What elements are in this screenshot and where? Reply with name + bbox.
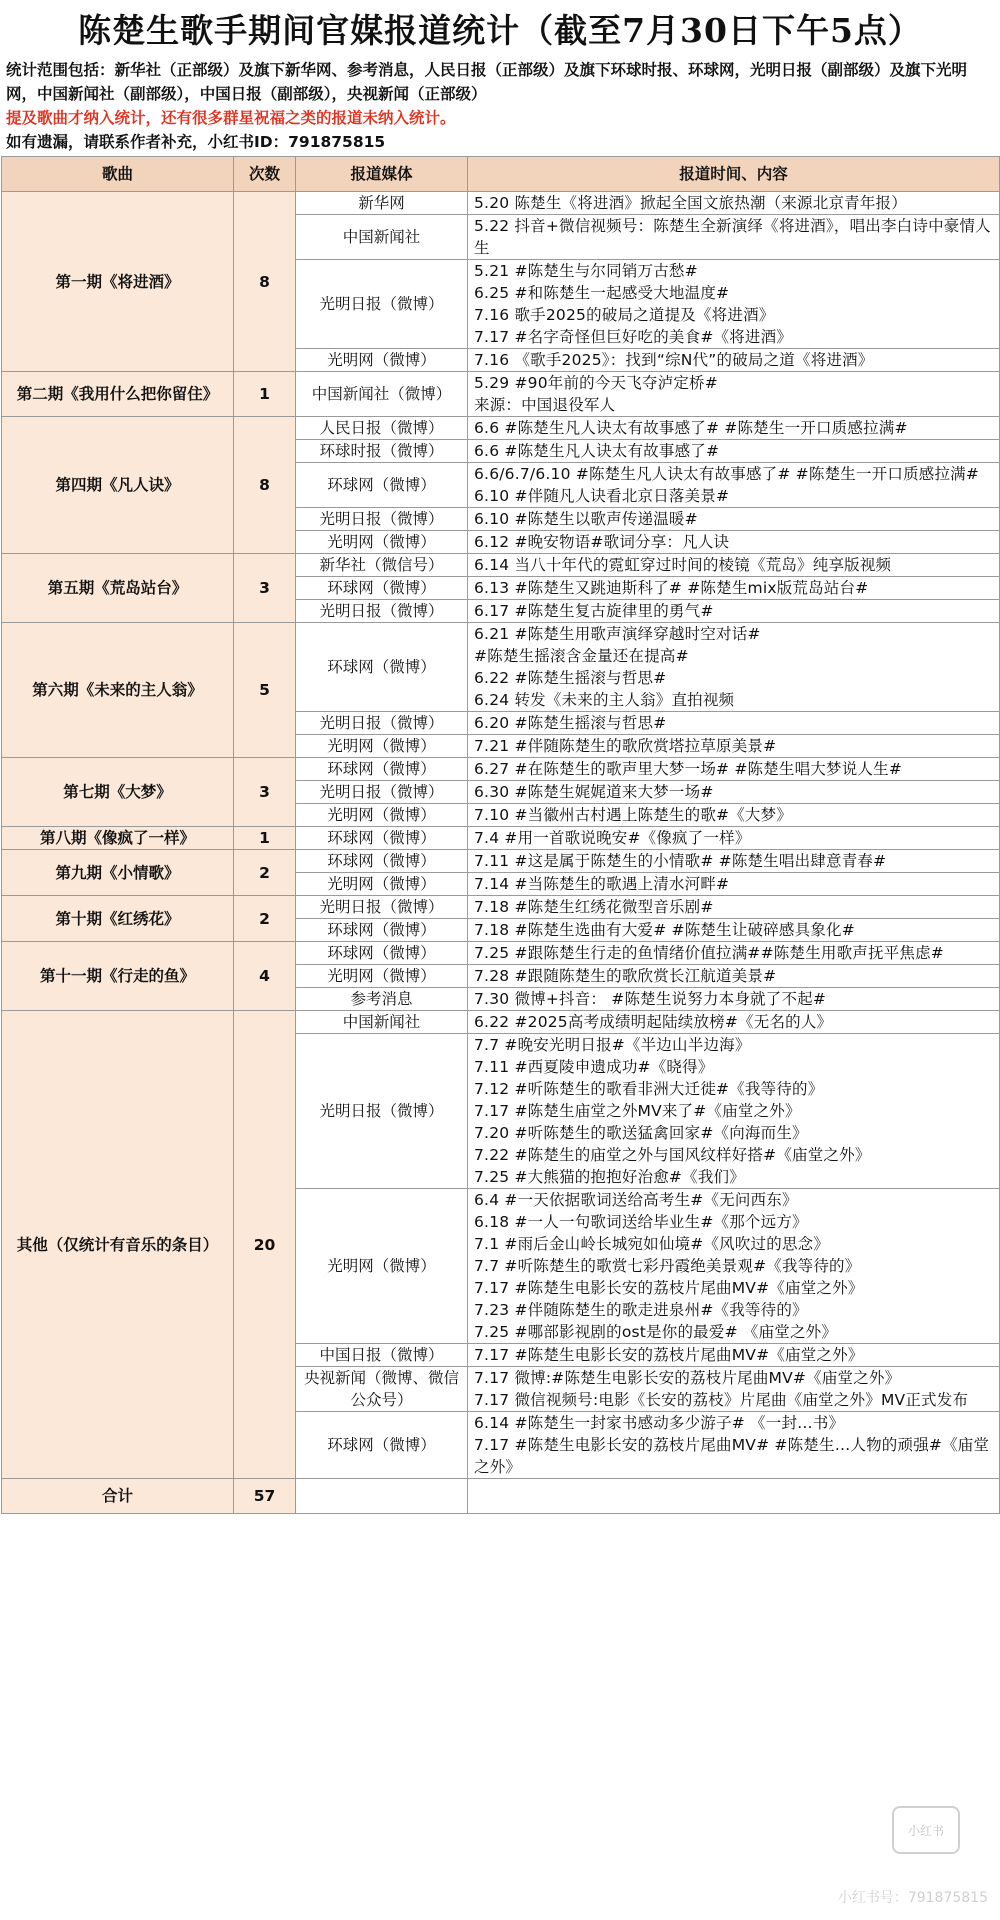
- media-cell: 光明网（微博）: [296, 531, 468, 554]
- media-cell: 参考消息: [296, 988, 468, 1011]
- count-cell: 1: [234, 827, 296, 850]
- content-cell: 6.10 #陈楚生以歌声传递温暖#: [468, 508, 1000, 531]
- content-cell: 6.12 #晚安物语#歌词分享：凡人诀: [468, 531, 1000, 554]
- content-cell: 5.20 陈楚生《将进酒》掀起全国文旅热潮（来源北京青年报）: [468, 192, 1000, 215]
- media-cell: 光明日报（微博）: [296, 600, 468, 623]
- content-cell: 6.13 #陈楚生又跳迪斯科了# #陈楚生mix版荒岛站台#: [468, 577, 1000, 600]
- table-row: [2, 827, 1000, 850]
- media-cell: 光明日报（微博）: [296, 508, 468, 531]
- content-cell: 6.21 #陈楚生用歌声演绎穿越时空对话# #陈楚生摇滚含金量还在提高# 6.22 #陈楚生摇滚与哲思# 6.24 转发《未来的主人翁》直拍视频: [468, 623, 1000, 712]
- media-cell: 中国新闻社（微博）: [296, 372, 468, 417]
- total-label: 合计: [2, 1479, 234, 1514]
- table-row: [2, 372, 1000, 417]
- count-cell: 3: [234, 554, 296, 623]
- media-cell: 光明网（微博）: [296, 965, 468, 988]
- song-cell: 第九期《小情歌》: [2, 850, 234, 896]
- watermark-text: 小红书号：791875815: [837, 1890, 988, 1906]
- content-cell: 6.6/6.7/6.10 #陈楚生凡人诀太有故事感了# #陈楚生一开口质感拉满# 6.10 #伴随凡人诀看北京日落美景#: [468, 463, 1000, 508]
- table-header-row: [2, 157, 1000, 192]
- media-cell: 光明日报（微博）: [296, 712, 468, 735]
- content-cell: 7.7 #晚安光明日报#《半边山半边海》 7.11 #西夏陵申遗成功#《晓得》 7.12 #听陈楚生的歌看非洲大迁徙#《我等待的》 7.17 #陈楚生庙堂之外MV来了#《庙堂之外》 7.20 #听陈楚生的歌送猛禽回家#《向海而生》 7.22 #陈楚生的庙堂之外与国风纹样好搭#《庙堂之外》 7.25 #大熊猫的抱抱好治愈#《我们》: [468, 1034, 1000, 1189]
- contact-note: 如有遗漏，请联系作者补充，小红书ID：791875815: [6, 133, 386, 151]
- media-cell: 光明日报（微博）: [296, 1034, 468, 1189]
- table-row: [2, 417, 1000, 440]
- media-cell: 环球网（微博）: [296, 850, 468, 873]
- total-empty-media: [296, 1479, 468, 1514]
- table-row: [2, 850, 1000, 873]
- song-cell: 第十一期《行走的鱼》: [2, 942, 234, 1011]
- media-cell: 光明日报（微博）: [296, 781, 468, 804]
- table-row: [2, 554, 1000, 577]
- song-cell: 第八期《像疯了一样》: [2, 827, 234, 850]
- media-cell: 环球时报（微博）: [296, 440, 468, 463]
- song-cell: 第七期《大梦》: [2, 758, 234, 827]
- content-cell: 6.17 #陈楚生复古旋律里的勇气#: [468, 600, 1000, 623]
- content-cell: 6.4 #一天依据歌词送给高考生#《无问西东》 6.18 #一人一句歌词送给毕业生#《那个远方》 7.1 #雨后金山岭长城宛如仙境#《风吹过的思念》 7.7 #听陈楚生的歌赏七彩丹霞绝美景观#《我等待的》 7.17 #陈楚生电影长安的荔枝片尾曲MV#《庙堂之外》 7.23 #伴随陈楚生的歌走进泉州#《我等待的》 7.25 #哪部影视剧的ost是你的最爱# 《庙堂之外》: [468, 1189, 1000, 1344]
- content-cell: 7.16 《歌手2025》：找到“综N代”的破局之道《将进酒》: [468, 349, 1000, 372]
- media-cell: 环球网（微博）: [296, 942, 468, 965]
- table-body: [2, 192, 1000, 1479]
- media-cell: 光明网（微博）: [296, 873, 468, 896]
- media-cell: 中国新闻社: [296, 1011, 468, 1034]
- media-cell: 环球网（微博）: [296, 1412, 468, 1479]
- media-cell: 光明日报（微博）: [296, 260, 468, 349]
- header-song: 歌曲: [2, 157, 234, 192]
- content-cell: 6.6 #陈楚生凡人诀太有故事感了# #陈楚生一开口质感拉满#: [468, 417, 1000, 440]
- content-cell: 6.30 #陈楚生娓娓道来大梦一场#: [468, 781, 1000, 804]
- media-cell: 环球网（微博）: [296, 827, 468, 850]
- count-cell: 5: [234, 623, 296, 758]
- count-cell: 20: [234, 1011, 296, 1479]
- total-empty-content: [468, 1479, 1000, 1514]
- content-cell: 6.6 #陈楚生凡人诀太有故事感了#: [468, 440, 1000, 463]
- count-cell: 2: [234, 896, 296, 942]
- song-cell: 第四期《凡人诀》: [2, 417, 234, 554]
- song-cell: 第六期《未来的主人翁》: [2, 623, 234, 758]
- total-count: 57: [234, 1479, 296, 1514]
- header-count: 次数: [234, 157, 296, 192]
- xiaohongshu-logo-icon: 小红书: [892, 1806, 960, 1854]
- media-cell: 新华社（微信号）: [296, 554, 468, 577]
- table-row: [2, 1011, 1000, 1034]
- content-cell: 7.25 #跟陈楚生行走的鱼情绪价值拉满##陈楚生用歌声抚平焦虑#: [468, 942, 1000, 965]
- song-cell: 第二期《我用什么把你留住》: [2, 372, 234, 417]
- content-cell: 7.17 微博:#陈楚生电影长安的荔枝片尾曲MV#《庙堂之外》 7.17 微信视频号:电影《长安的荔枝》片尾曲《庙堂之外》MV正式发布: [468, 1367, 1000, 1412]
- content-cell: 6.20 #陈楚生摇滚与哲思#: [468, 712, 1000, 735]
- content-cell: 7.28 #跟随陈楚生的歌欣赏长江航道美景#: [468, 965, 1000, 988]
- song-cell: 第十期《红绣花》: [2, 896, 234, 942]
- media-cell: 新华网: [296, 192, 468, 215]
- table-row: [2, 942, 1000, 965]
- song-cell: 第一期《将进酒》: [2, 192, 234, 372]
- media-cell: 环球网（微博）: [296, 919, 468, 942]
- header-media: 报道媒体: [296, 157, 468, 192]
- media-cell: 光明网（微博）: [296, 735, 468, 758]
- media-cell: 环球网（微博）: [296, 623, 468, 712]
- content-cell: 6.27 #在陈楚生的歌声里大梦一场# #陈楚生唱大梦说人生#: [468, 758, 1000, 781]
- media-cell: 人民日报（微博）: [296, 417, 468, 440]
- media-cell: 央视新闻（微博、微信公众号）: [296, 1367, 468, 1412]
- content-cell: 7.4 #用一首歌说晚安#《像疯了一样》: [468, 827, 1000, 850]
- table-row: [2, 896, 1000, 919]
- count-cell: 3: [234, 758, 296, 827]
- song-cell: 其他（仅统计有音乐的条目）: [2, 1011, 234, 1479]
- content-cell: 7.21 #伴随陈楚生的歌欣赏塔拉草原美景#: [468, 735, 1000, 758]
- media-cell: 环球网（微博）: [296, 463, 468, 508]
- content-cell: 7.30 微博+抖音： #陈楚生说努力本身就了不起#: [468, 988, 1000, 1011]
- media-cell: 环球网（微博）: [296, 758, 468, 781]
- content-cell: 6.14 当八十年代的霓虹穿过时间的棱镜《荒岛》纯享版视频: [468, 554, 1000, 577]
- notes: [0, 56, 1000, 154]
- content-cell: 7.18 #陈楚生选曲有大爱# #陈楚生让破碎感具象化#: [468, 919, 1000, 942]
- count-cell: 8: [234, 417, 296, 554]
- scope-note: 统计范围包括：新华社（正部级）及旗下新华网、参考消息，人民日报（正部级）及旗下环球时报、环球网，光明日报（副部级）及旗下光明网，中国新闻社（副部级），中国日报（副部级），央视新闻（正部级）: [6, 61, 968, 103]
- count-cell: 4: [234, 942, 296, 1011]
- content-cell: 6.22 #2025高考成绩明起陆续放榜#《无名的人》: [468, 1011, 1000, 1034]
- red-note: 提及歌曲才纳入统计，还有很多群星祝福之类的报道未纳入统计。: [6, 109, 456, 127]
- media-cell: 光明网（微博）: [296, 1189, 468, 1344]
- report-table: [1, 156, 1000, 1514]
- count-cell: 8: [234, 192, 296, 372]
- watermark: [688, 1882, 988, 1912]
- content-cell: 6.14 #陈楚生一封家书感动多少游子# 《一封…书》 7.17 #陈楚生电影长安的荔枝片尾曲MV# #陈楚生…人物的顽强#《庙堂之外》: [468, 1412, 1000, 1479]
- content-cell: 5.21 #陈楚生与尔同销万古愁# 6.25 #和陈楚生一起感受大地温度# 7.16 歌手2025的破局之道提及《将进酒》 7.17 #名字奇怪但巨好吃的美食#《将进酒》: [468, 260, 1000, 349]
- media-cell: 光明网（微博）: [296, 349, 468, 372]
- content-cell: 7.17 #陈楚生电影长安的荔枝片尾曲MV#《庙堂之外》: [468, 1344, 1000, 1367]
- content-cell: 7.14 #当陈楚生的歌遇上清水河畔#: [468, 873, 1000, 896]
- media-cell: 光明网（微博）: [296, 804, 468, 827]
- table-row: [2, 192, 1000, 215]
- header-content: 报道时间、内容: [468, 157, 1000, 192]
- content-cell: 7.11 #这是属于陈楚生的小情歌# #陈楚生唱出肆意青春#: [468, 850, 1000, 873]
- content-cell: 7.18 #陈楚生红绣花微型音乐剧#: [468, 896, 1000, 919]
- count-cell: 2: [234, 850, 296, 896]
- table-row: [2, 758, 1000, 781]
- song-cell: 第五期《荒岛站台》: [2, 554, 234, 623]
- table-row: [2, 623, 1000, 712]
- count-cell: 1: [234, 372, 296, 417]
- media-cell: 中国日报（微博）: [296, 1344, 468, 1367]
- content-cell: 5.22 抖音+微信视频号：陈楚生全新演绎《将进酒》，唱出李白诗中豪情人生: [468, 215, 1000, 260]
- content-cell: 7.10 #当徽州古村遇上陈楚生的歌#《大梦》: [468, 804, 1000, 827]
- page-title: 陈楚生歌手期间官媒报道统计（截至7月30日下午5点）: [78, 10, 922, 50]
- media-cell: 环球网（微博）: [296, 577, 468, 600]
- media-cell: 光明日报（微博）: [296, 896, 468, 919]
- total-row: [2, 1479, 1000, 1514]
- media-cell: 中国新闻社: [296, 215, 468, 260]
- content-cell: 5.29 #90年前的今天飞夺泸定桥# 来源：中国退役军人: [468, 372, 1000, 417]
